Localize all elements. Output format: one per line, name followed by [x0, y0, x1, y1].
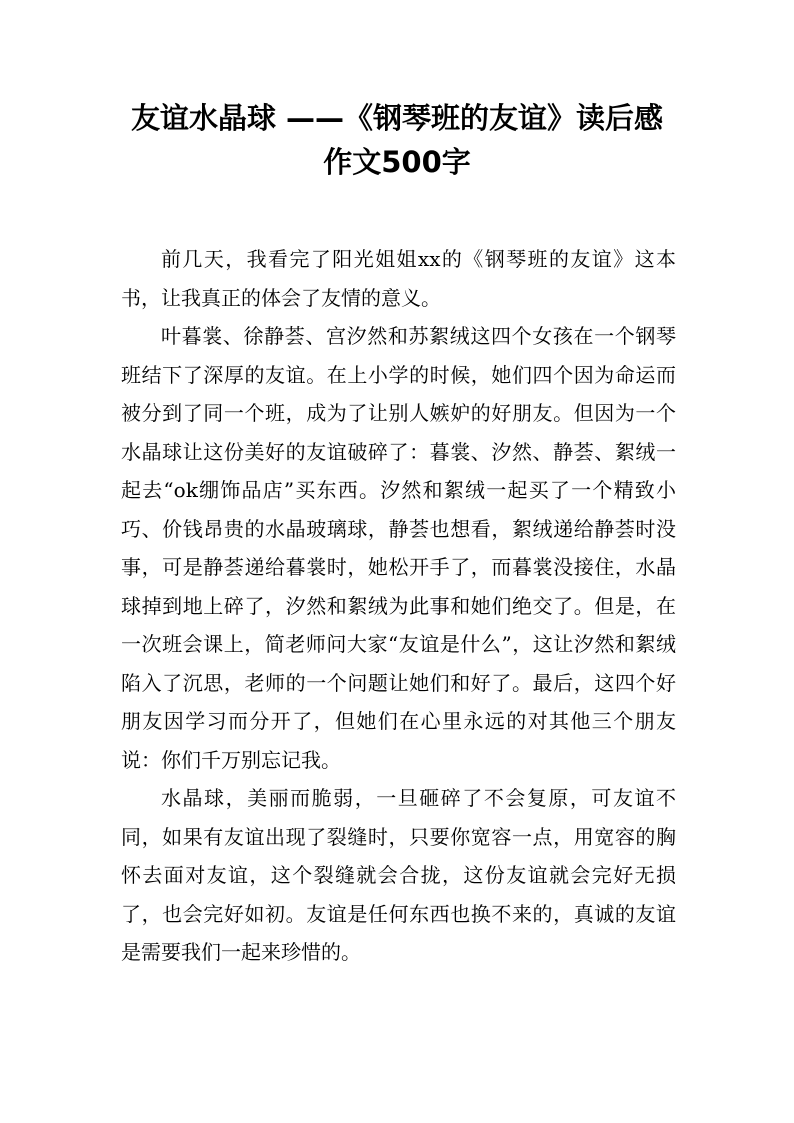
paragraph-3: 水晶球，美丽而脆弱，一旦砸碎了不会复原，可友谊不同，如果有友谊出现了裂缝时，只要你宽容一点，用宽容的胸怀去面对友谊，这个裂缝就会合拢，这份友谊就会完好无损了，也会完好如初。友谊是任何东西也换不来的，真诚的友谊是需要我们一起来珍惜的。	[121, 786, 676, 964]
title-line-1: 友谊水晶球 ——《钢琴班的友谊》读后感	[130, 101, 664, 135]
title-line-2: 作文500字	[323, 145, 471, 179]
document-body	[121, 240, 676, 972]
paragraph-1: 前几天，我看完了阳光姐姐xx的《钢琴班的友谊》这本书，让我真正的体会了友情的意义。	[121, 247, 676, 310]
document-title	[90, 96, 704, 184]
paragraph-2: 叶暮裳、徐静荟、宫汐然和苏絮绒这四个女孩在一个钢琴班结下了深厚的友谊。在上小学的时候，她们四个因为命运而被分到了同一个班，成为了让别人嫉妒的好朋友。但因为一个水晶球让这份美好的友谊破碎了：暮裳、汐然、静荟、絮绒一起去“ok绷饰品店”买东西。汐然和絮绒一起买了一个精致小巧、价钱昂贵的水晶玻璃球，静荟也想看，絮绒递给静荟时没事，可是静荟递给暮裳时，她松开手了，而暮裳没接住，水晶球掉到地上碎了，汐然和絮绒为此事和她们绝交了。但是，在一次班会课上，简老师问大家“友谊是什么”，这让汐然和絮绒陷入了沉思，老师的一个问题让她们和好了。最后，这四个好朋友因学习而分开了，但她们在心里永远的对其他三个朋友说：你们千万别忘记我。	[121, 324, 676, 772]
